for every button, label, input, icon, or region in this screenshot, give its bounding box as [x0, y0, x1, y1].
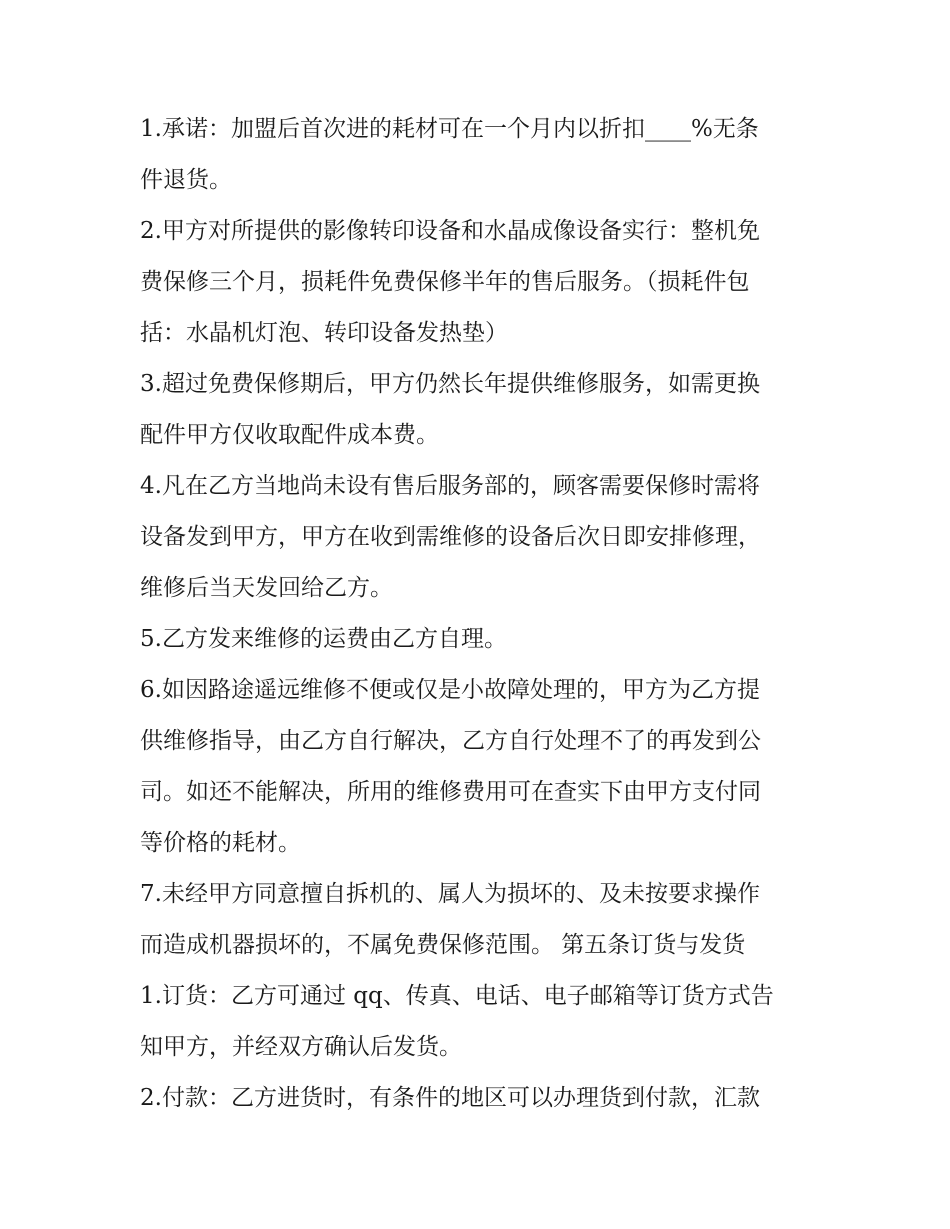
text-line: 7.未经甲方同意擅自拆机的、属人为损坏的、及未按要求操作: [140, 881, 760, 907]
text-line: 6.如因路途遥远维修不便或仅是小故障处理的，甲方为乙方提: [140, 677, 760, 703]
text-line: 等价格的耗材。: [140, 830, 301, 856]
text-line: 配件甲方仅收取配件成本费。: [140, 422, 439, 448]
text-line: 知甲方，并经双方确认后发货。: [140, 1034, 462, 1060]
text-line: 件退货。: [140, 167, 232, 193]
paragraph-1: [140, 104, 820, 206]
text-line: 3.超过免费保修期后，甲方仍然长年提供维修服务，如需更换: [140, 371, 760, 397]
paragraph-2: [140, 206, 820, 359]
text-line: 而造成机器损坏的，不属免费保修范围。 第五条订货与发货: [140, 932, 746, 958]
text-line: 司。如还不能解决，所用的维修费用可在查实下由甲方支付同: [140, 779, 761, 805]
text-line: 维修后当天发回给乙方。: [140, 575, 393, 601]
text-line: 设备发到甲方，甲方在收到需维修的设备后次日即安排修理，: [140, 524, 761, 550]
document-body: [140, 104, 820, 1124]
text-line: 1.订货：乙方可通过 qq、传真、电话、电子邮箱等订货方式告: [140, 983, 774, 1009]
text-line: 5.乙方发来维修的运费由乙方自理。: [140, 626, 507, 652]
text-line: 2.付款：乙方进货时，有条件的地区可以办理货到付款，汇款: [140, 1085, 760, 1111]
paragraph-6: [140, 665, 820, 869]
paragraph-4: [140, 461, 820, 614]
text-line: 括：水晶机灯泡、转印设备发热垫）: [140, 320, 508, 346]
paragraph-8: [140, 971, 820, 1073]
text-line: 2.甲方对所提供的影像转印设备和水晶成像设备实行：整机免: [140, 218, 760, 244]
text-line: 4.凡在乙方当地尚未设有售后服务部的，顾客需要保修时需将: [140, 473, 760, 499]
text-line: 供维修指导，由乙方自行解决，乙方自行处理不了的再发到公: [140, 728, 761, 754]
paragraph-7: [140, 869, 820, 971]
text-line: 费保修三个月，损耗件免费保修半年的售后服务。（损耗件包: [140, 269, 750, 295]
paragraph-5: [140, 614, 820, 665]
text-line: 1.承诺：加盟后首次进的耗材可在一个月内以折扣____%无条: [140, 116, 759, 142]
paragraph-3: [140, 359, 820, 461]
paragraph-9: [140, 1073, 820, 1124]
